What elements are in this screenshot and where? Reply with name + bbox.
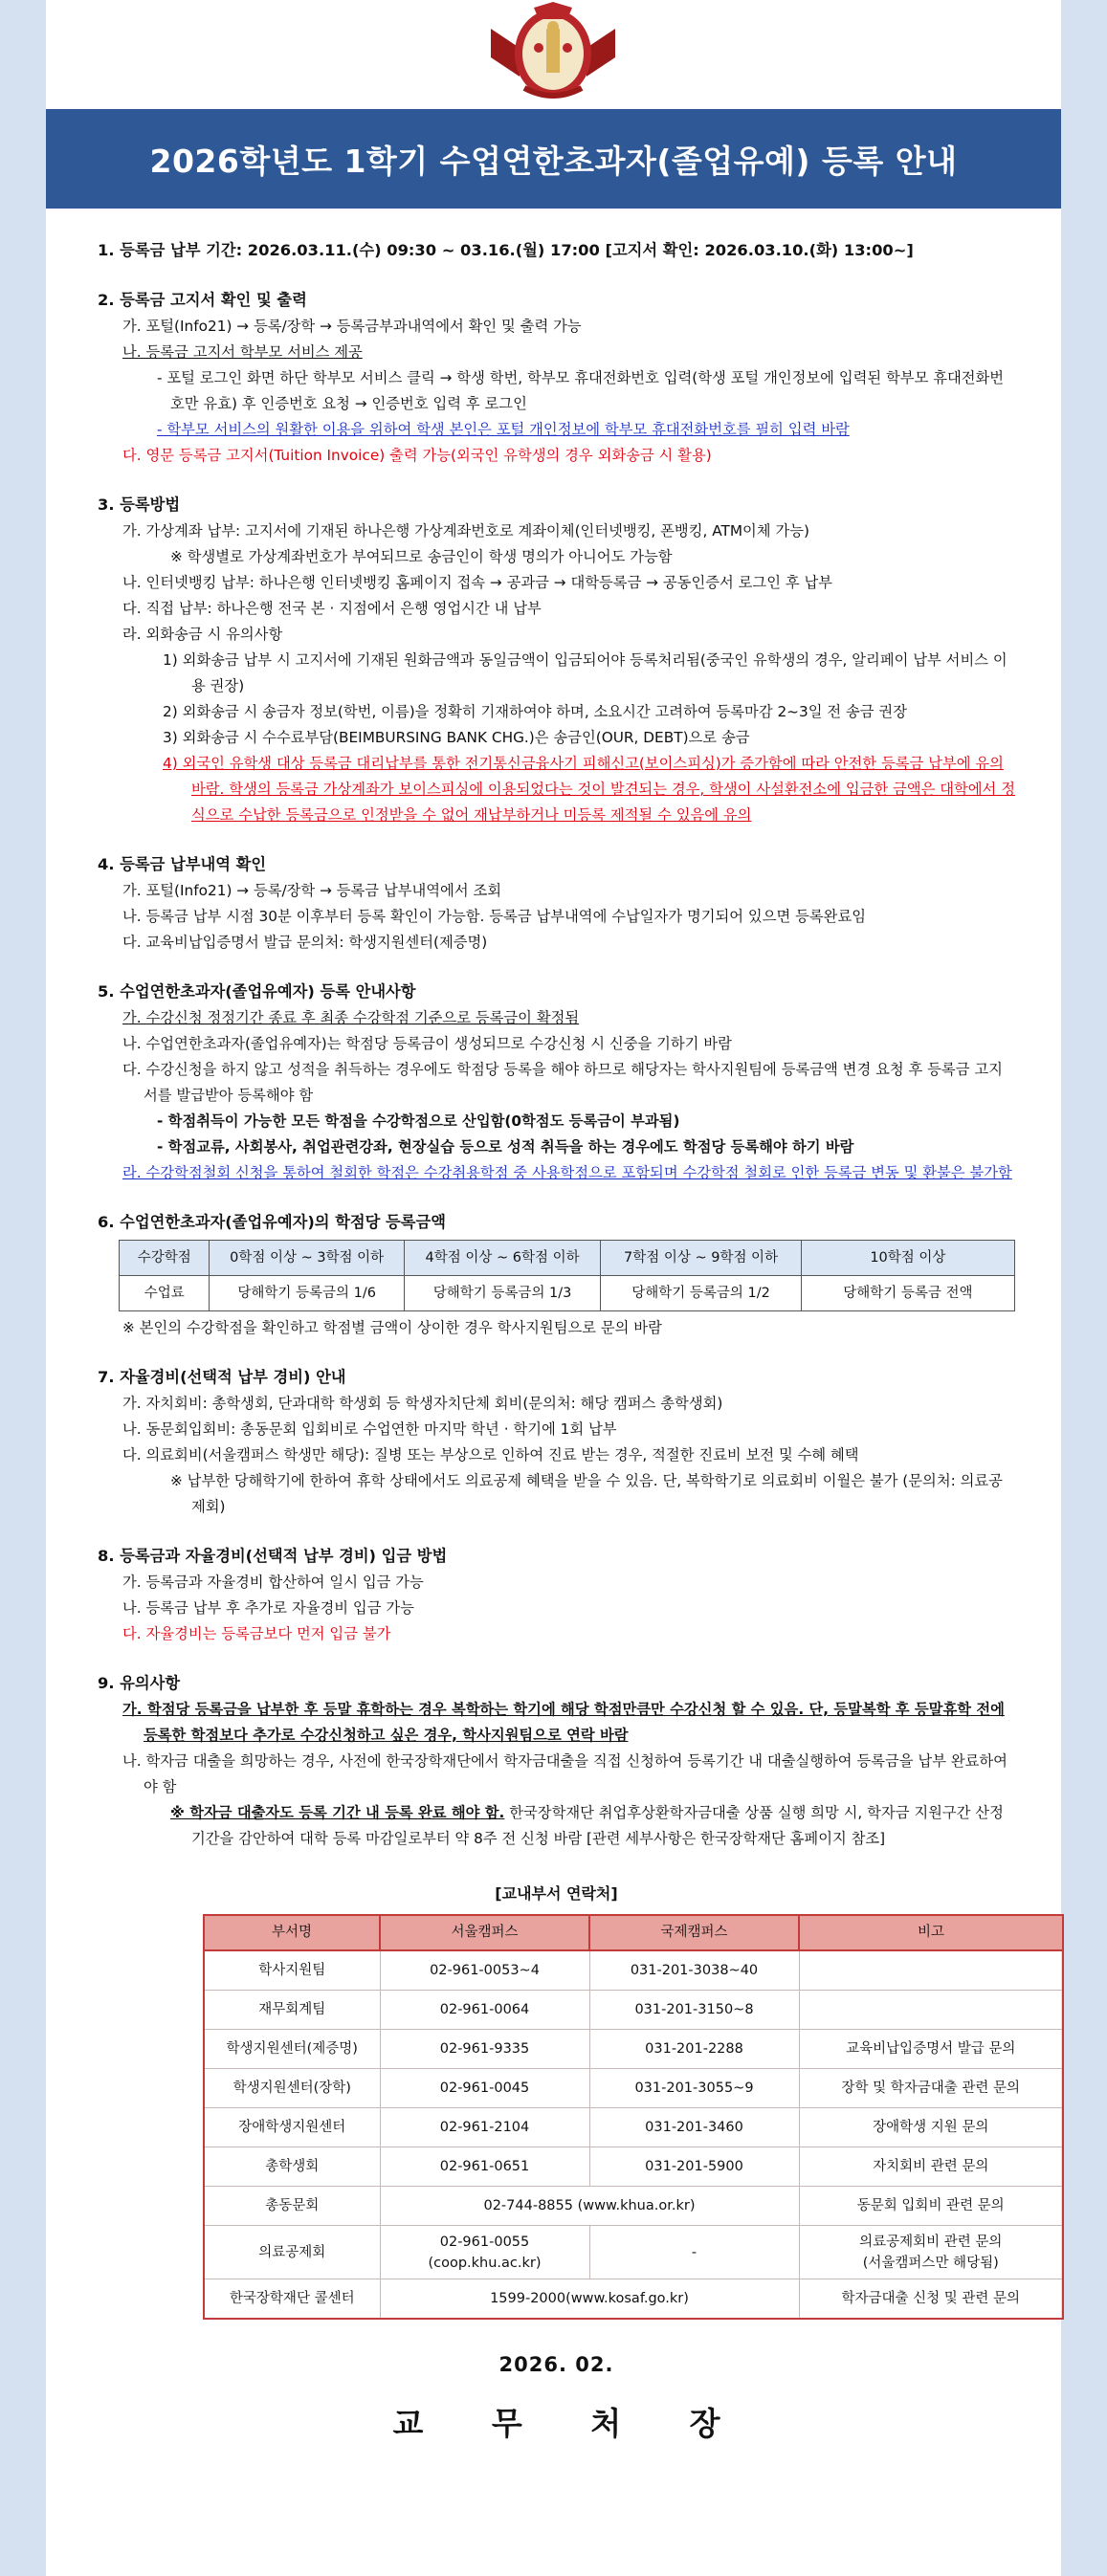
list-item: 3) 외화송금 시 수수료부담(BEIMBURSING BANK CHG.)은 송금인(OUR, DEBT)으로 송금 [163,729,750,746]
logo-area [46,0,1061,109]
table-cell [799,2226,1063,2279]
table-header-cell: 0학점 이상 ~ 3학점 이하 [210,1241,404,1276]
table-cell: 학생지원센터(제증명) [204,2030,380,2069]
page-title: 2026학년도 1학기 수업연한초과자(졸업유예) 등록 안내 [46,109,1061,209]
section-payment-history [98,851,1015,956]
list-item: 나. 동문회입회비: 총동문회 입회비로 수업연한 마지막 학년 · 학기에 1회 납부 [122,1420,617,1438]
table-cell: 총학생회 [204,2147,380,2187]
table-cell: 장학 및 학자금대출 관련 문의 [799,2069,1063,2108]
signature: 교 무 처 장 [392,2405,749,2442]
table-row [204,2226,1063,2279]
table-cell: 02-744-8855 (www.khua.or.kr) [380,2187,799,2226]
table-cell: 수업료 [120,1276,210,1311]
table-cell: 02-961-2104 [380,2108,589,2147]
table-cell: 학자금대출 신청 및 관련 문의 [799,2279,1063,2320]
credit-fee-table [119,1240,1015,1311]
note-emphasis: ※ 학자금 대출자도 등록 기간 내 등록 완료 해야 함. [170,1804,505,1821]
table-cell: 학사지원팀 [204,1950,380,1991]
table-row [204,2147,1063,2187]
section-heading: 9. 유의사항 [98,1674,181,1692]
table-header-cell: 7학점 이상 ~ 9학점 이하 [601,1241,801,1276]
table-cell: 장애학생 지원 문의 [799,2108,1063,2147]
table-row [204,2279,1063,2320]
table-cell: 자치회비 관련 문의 [799,2147,1063,2187]
list-item: 가. 가상계좌 납부: 고지서에 기재된 하나은행 가상계좌번호로 계좌이체(인터넷뱅킹, 폰뱅킹, ATM이체 가능) [122,522,809,539]
table-header-cell: 수강학점 [120,1241,210,1276]
list-item: 가. 포털(Info21) → 등록/장학 → 등록금부과내역에서 확인 및 출력 가능 [122,318,582,335]
section-heading: 5. 수업연한초과자(졸업유예자) 등록 안내사항 [98,982,416,1001]
table-cell: 02-961-0651 [380,2147,589,2187]
notice-date: 2026. 02. [498,2353,614,2376]
list-item: 가. 포털(Info21) → 등록/장학 → 등록금 납부내역에서 조회 [122,882,502,899]
list-item: - 학부모 서비스의 원활한 이용을 위하여 학생 본인은 포털 개인정보에 학부모 휴대전화번호를 필히 입력 바람 [157,421,850,438]
contact-title: [교내부서 연락처] [495,1884,618,1903]
table-row [204,2069,1063,2108]
table-cell: 031-201-3038~40 [589,1950,799,1991]
list-item: 가. 학점당 등록금을 납부한 후 등말 휴학하는 경우 복학하는 학기에 해당 학점만큼만 수강신청 할 수 있음. 단, 등말복학 후 등말휴학 전에 등록한 학점보다 추가로 수강신청하고 싶은 경우, 학사지원팀으로 연락 바람 [122,1701,1005,1744]
note: ※ 학생별로 가상계좌번호가 부여되므로 송금인이 학생 명의가 아니어도 가능함 [170,548,673,565]
note-text: 한국장학재단 취업후상환학자금대출 상품 실행 희망 시, 학자금 지원구간 산정기간을 감안하여 대학 등록 마감일로부터 약 8주 전 신청 바람 [관련 세부사항은 한국장학재단 홈페이지 참조] [191,1804,1004,1847]
table-cell: 031-201-2288 [589,2030,799,2069]
table-cell: 학생지원센터(장학) [204,2069,380,2108]
list-item: 가. 수강신청 정정기간 종료 후 최종 수강학점 기준으로 등록금이 확정됨 [122,1009,580,1026]
table-cell: 02-961-9335 [380,2030,589,2069]
note: ※ 납부한 당해학기에 한하여 휴학 상태에서도 의료공제 혜택을 받을 수 있음. 단, 복학학기로 의료회비 이월은 불가 (문의처: 의료공제회) [170,1472,1003,1515]
section-heading: 4. 등록금 납부내역 확인 [98,855,267,873]
table-header-cell: 비고 [799,1915,1063,1950]
list-item: 나. 인터넷뱅킹 납부: 하나은행 인터넷뱅킹 홈페이지 접속 → 공과금 → 대학등록금 → 공동인증서 로그인 후 납부 [122,574,833,591]
table-cell: 한국장학재단 콜센터 [204,2279,380,2320]
section-credit-fee [98,1209,1015,1341]
list-item: 다. 자율경비는 등록금보다 먼저 입금 불가 [122,1625,391,1642]
table-header-row [120,1241,1015,1276]
section-optional-fees [98,1364,1015,1520]
notice-content [46,209,1061,2442]
list-item: 나. 등록금 납부 후 추가로 자율경비 입금 가능 [122,1599,414,1617]
list-item: 나. 등록금 고지서 학부모 서비스 제공 [122,343,363,361]
table-cell [380,2226,589,2279]
section-heading: 8. 등록금과 자율경비(선택적 납부 경비) 입금 방법 [98,1547,448,1565]
note [119,1800,1015,1852]
university-emblem-icon [481,0,625,103]
table-cell: 031-201-5900 [589,2147,799,2187]
list-item: 가. 자치회비: 총학생회, 단과대학 학생회 등 학생자치단체 회비(문의처: 해당 캠퍼스 총학생회) [122,1395,723,1412]
list-item: 2) 외화송금 시 송금자 정보(학번, 이름)을 정확히 기재하여야 하며, 소요시간 고려하여 등록마감 2~3일 전 송금 권장 [163,703,907,720]
table-cell: 당해학기 등록금의 1/2 [601,1276,801,1311]
contact-table [203,1914,1064,2320]
section-invoice [98,287,1015,469]
list-item: - 학점교류, 사회봉사, 취업관련강좌, 현장실습 등으로 성적 취득을 하는 경우에도 학점당 등록해야 하기 바람 [157,1138,854,1156]
table-cell [799,1991,1063,2030]
section-deposit-method [98,1543,1015,1647]
table-header-cell: 4학점 이상 ~ 6학점 이하 [404,1241,600,1276]
table-cell: 의료공제회 [204,2226,380,2279]
url-text: (coop.khu.ac.kr) [428,2255,542,2271]
list-item: 가. 등록금과 자율경비 합산하여 일시 입금 가능 [122,1574,424,1591]
section-registration-guide [98,979,1015,1186]
table-cell: 02-961-0064 [380,1991,589,2030]
list-item: 다. 수강신청을 하지 않고 성적을 취득하는 경우에도 학점당 등록을 해야 하므로 해당자는 학사지원팀에 등록금액 변경 요청 후 등록금 고지서를 발급받아 등록해야 함 [122,1061,1003,1104]
remark-text: 의료공제회비 관련 문의 [859,2234,1003,2250]
notice-page [46,0,1061,2576]
table-row [120,1276,1015,1311]
table-row [204,1950,1063,1991]
table-cell: 031-201-3150~8 [589,1991,799,2030]
list-item: 라. 외화송금 시 유의사항 [122,626,283,643]
table-row [204,2030,1063,2069]
list-item: 다. 교육비납입증명서 발급 문의처: 학생지원센터(제증명) [122,934,488,951]
list-item: 라. 수강학점철회 신청을 통하여 철회한 학점은 수강취용학점 중 사용학점으로 포함되며 수강학점 철회로 인한 등록금 변동 및 환불은 불가함 [122,1164,1012,1181]
note: ※ 본인의 수강학점을 확인하고 학점별 금액이 상이한 경우 학사지원팀으로 문의 바람 [122,1319,662,1336]
section-heading: 1. 등록금 납부 기간: 2026.03.11.(수) 09:30 ~ 03.16.(월) 17:00 [고지서 확인: 2026.03.10.(화) 13:00~] [98,241,914,259]
table-row [204,2108,1063,2147]
table-header-row [204,1915,1063,1950]
table-cell: 당해학기 등록금의 1/3 [404,1276,600,1311]
table-cell [799,1950,1063,1991]
table-cell: 031-201-3460 [589,2108,799,2147]
table-cell: 당해학기 등록금의 1/6 [210,1276,404,1311]
table-cell: 02-961-0045 [380,2069,589,2108]
table-cell: 동문회 입회비 관련 문의 [799,2187,1063,2226]
list-item: - 학점취득이 가능한 모든 학점을 수강학점으로 산입함(0학점도 등록금이 부과됨) [157,1112,680,1130]
table-cell: 당해학기 등록금 전액 [801,1276,1014,1311]
remark-text: (서울캠퍼스만 해당됨) [862,2255,999,2271]
table-header-cell: 10학점 이상 [801,1241,1014,1276]
table-header-cell: 부서명 [204,1915,380,1950]
table-cell: 031-201-3055~9 [589,2069,799,2108]
section-heading: 3. 등록방법 [98,495,181,514]
list-item: 나. 학자금 대출을 희망하는 경우, 사전에 한국장학재단에서 학자금대출을 직접 신청하여 등록기간 내 대출실행하여 등록금을 납부 완료하여야 함 [122,1752,1007,1795]
table-cell: 재무회계팀 [204,1991,380,2030]
table-header-cell: 서울캠퍼스 [380,1915,589,1950]
phone-text: 02-961-0055 [439,2234,530,2250]
list-item: 나. 수업연한초과자(졸업유예자)는 학점당 등록금이 생성되므로 수강신청 시 신중을 기하기 바람 [122,1035,732,1052]
section-heading: 2. 등록금 고지서 확인 및 출력 [98,291,307,309]
section-heading: 7. 자율경비(선택적 납부 경비) 안내 [98,1368,346,1386]
section-payment-method [98,492,1015,828]
table-cell: 1599-2000(www.kosaf.go.kr) [380,2279,799,2320]
list-item: 4) 외국인 유학생 대상 등록금 대리납부를 통한 전기통신금융사기 피해신고(보이스피싱)가 증가함에 따라 안전한 등록금 납부에 유의 바람. 학생의 등록금 가상계좌가 보이스피싱에 이용되었다는 것이 발견되는 경우, 학생이 사설환전소에 입금한 금액은 대학에서 정식으로 수납한 등록금으로 인정받을 수 없어 재납부하거나 미등록 제적될 수 있음에 유의 [163,755,1015,824]
list-item: 나. 등록금 납부 시점 30분 이후부터 등록 확인이 가능함. 등록금 납부내역에 수납일자가 명기되어 있으면 등록완료임 [122,908,866,925]
section-heading: 6. 수업연한초과자(졸업유예자)의 학점당 등록금액 [98,1213,446,1231]
section-cautions [98,1670,1015,1852]
table-cell: 장애학생지원센터 [204,2108,380,2147]
table-cell: 교육비납입증명서 발급 문의 [799,2030,1063,2069]
list-item: 다. 의료회비(서울캠퍼스 학생만 해당): 질병 또는 부상으로 인하여 진료 받는 경우, 적절한 진료비 보전 및 수혜 혜택 [122,1446,859,1464]
list-item: 다. 영문 등록금 고지서(Tuition Invoice) 출력 가능(외국인 유학생의 경우 외화송금 시 활용) [122,447,712,464]
list-item: 1) 외화송금 납부 시 고지서에 기재된 원화금액과 동일금액이 입금되어야 등록처리됨(중국인 유학생의 경우, 알리페이 납부 서비스 이용 권장) [163,651,1007,694]
table-row [204,1991,1063,2030]
table-header-cell: 국제캠퍼스 [589,1915,799,1950]
list-item: - 포털 로그인 화면 하단 학부모 서비스 클릭 → 학생 학번, 학부모 휴대전화번호 입력(학생 포털 개인정보에 입력된 학부모 휴대전화번호만 유효) 후 인증번호 요청 → 인증번호 입력 후 로그인 [157,369,1005,412]
list-item: 다. 직접 납부: 하나은행 전국 본 · 지점에서 은행 영업시간 내 납부 [122,600,542,617]
table-row [204,2187,1063,2226]
table-cell: 02-961-0053~4 [380,1950,589,1991]
table-cell: 총동문회 [204,2187,380,2226]
table-cell: - [589,2226,799,2279]
section-payment-period [98,237,1015,264]
